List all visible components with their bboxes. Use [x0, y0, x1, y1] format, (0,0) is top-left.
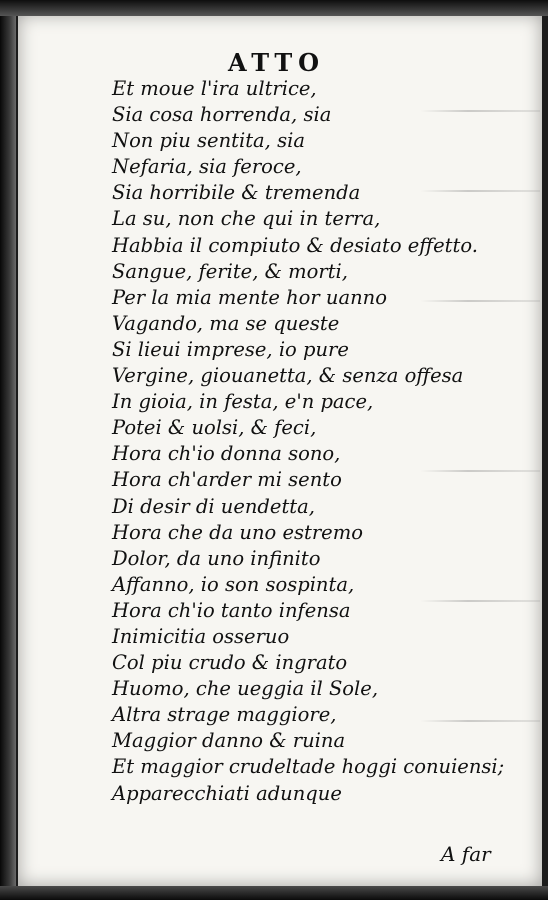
verse-line: La su, non che qui in terra, [112, 207, 381, 231]
verse-line: Habbia il compiuto & desiato effetto. [112, 233, 478, 257]
verse-line: Sangue, ferite, & morti, [112, 259, 348, 283]
verse-line: Non piu sentita, sia [112, 129, 305, 153]
verse-line: Dolor, da uno infinito [112, 546, 321, 570]
verse-line: Vergine, giouanetta, & senza offesa [112, 364, 464, 388]
verse-line: Inimicitia osseruo [112, 624, 290, 648]
verse-text-block [112, 76, 532, 807]
verse-line: Si lieui imprese, io pure [112, 337, 349, 361]
catchword: A far [441, 842, 491, 866]
verse-line: Et maggior crudeltade hoggi conuiensi; [112, 755, 505, 779]
page-gutter-shadow [0, 0, 16, 900]
verse-line: Maggior danno & ruina [112, 729, 346, 753]
verse-line: Col piu crudo & ingrato [112, 651, 348, 675]
verse-line: Hora ch'io tanto infensa [112, 598, 351, 622]
verse-line: Sia horribile & tremenda [112, 181, 361, 205]
verse-line: Di desir di uendetta, [112, 494, 315, 518]
verse-line: Nefaria, sia feroce, [112, 155, 302, 179]
verse-line: Per la mia mente hor uanno [112, 285, 387, 309]
verse-line: Affanno, io son sospinta, [112, 572, 355, 596]
page-bottom-edge [0, 886, 548, 900]
verse-line: Apparecchiati adunque [112, 781, 342, 805]
verse-line: Huomo, che ueggia il Sole, [112, 677, 379, 701]
verse-line: Vagando, ma se queste [112, 311, 340, 335]
page-top-edge [0, 0, 548, 16]
verse-line: Hora ch'io donna sono, [112, 442, 341, 466]
verse-line: In gioia, in festa, e'n pace, [112, 390, 374, 414]
verse-line: Altra strage maggiore, [112, 703, 337, 727]
verse-line: Potei & uolsi, & feci, [112, 416, 317, 440]
verse-line: Hora ch'arder mi sento [112, 468, 342, 492]
verse-line: Et moue l'ira ultrice, [112, 77, 317, 100]
running-head: ATTO [228, 48, 326, 77]
verse-line: Sia cosa horrenda, sia [112, 103, 332, 127]
verse-line: Hora che da uno estremo [112, 520, 363, 544]
